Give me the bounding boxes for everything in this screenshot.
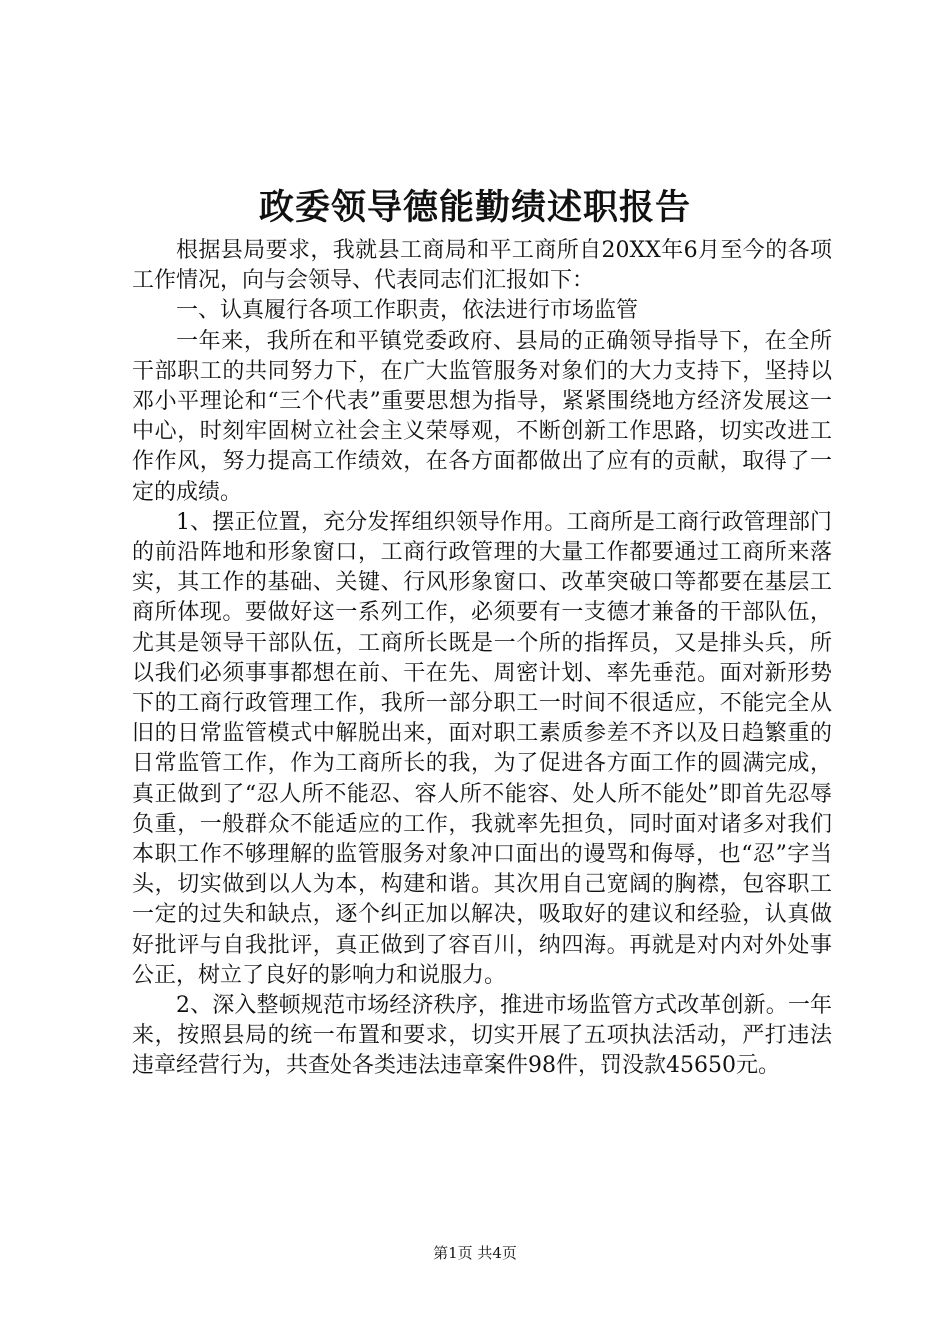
- paragraph-item-1: 1、摆正位置，充分发挥组织领导作用。工商所是工商行政管理部门的前沿阵地和形象窗口，工商行政管理的大量工作都要通过工商所来落实，其工作的基础、关键、行风形象窗口、改革突破口等都要在基层工商所体现。要做好这一系列工作，必须要有一支德才兼备的干部队伍，尤其是领导干部队伍，工商所长既是一个所的指挥员，又是排头兵，所以我们必须事事都想在前、干在先、周密计划、率先垂范。面对新形势下的工商行政管理工作，我所一部分职工一时间不很适应，不能完全从旧的日常监管模式中解脱出来，面对职工素质参差不齐以及日趋繁重的日常监管工作，作为工商所长的我，为了促进各方面工作的圆满完成，真正做到了“忍人所不能忍、容人所不能容、处人所不能处”即首先忍辱负重，一般群众不能适应的工作，我就率先担负，同时面对诸多对我们本职工作不够理解的监管服务对象冲口面出的谩骂和侮辱，也“忍”字当头，切实做到以人为本，构建和谐。其次用自己宽阔的胸襟，包容职工一定的过失和缺点，逐个纠正加以解决，吸取好的建议和经验，认真做好批评与自我批评，真正做到了容百川，纳四海。再就是对内对外处事公正，树立了良好的影响力和说服力。: [132, 509, 832, 988]
- page-number-footer: 第1页 共4页: [433, 1244, 517, 1262]
- section-heading-1: 一、认真履行各项工作职责，依法进行市场监管: [176, 298, 639, 324]
- document-body: [132, 236, 832, 1082]
- paragraph-item-2: 2、深入整顿规范市场经济秩序，推进市场监管方式改革创新。一年来，按照县局的统一布置和要求，切实开展了五项执法活动，严打违法违章经营行为，共查处各类违法违章案件98件，罚没款45650元。: [132, 993, 832, 1079]
- paragraph-intro: 根据县局要求，我就县工商局和平工商所自20XX年6月至今的各项工作情况，向与会领导、代表同志们汇报如下：: [132, 238, 832, 294]
- paragraph-overview: 一年来，我所在和平镇党委政府、县局的正确领导指导下，在全所干部职工的共同努力下，在广大监管服务对象们的大力支持下，坚持以邓小平理论和“三个代表”重要思想为指导，紧紧围绕地方经济发展这一中心，时刻牢固树立社会主义荣辱观，不断创新工作思路，切实改进工作作风，努力提高工作绩效，在各方面都做出了应有的贡献，取得了一定的成绩。: [132, 328, 832, 505]
- document-title: 政委领导德能勤绩述职报告: [258, 187, 691, 228]
